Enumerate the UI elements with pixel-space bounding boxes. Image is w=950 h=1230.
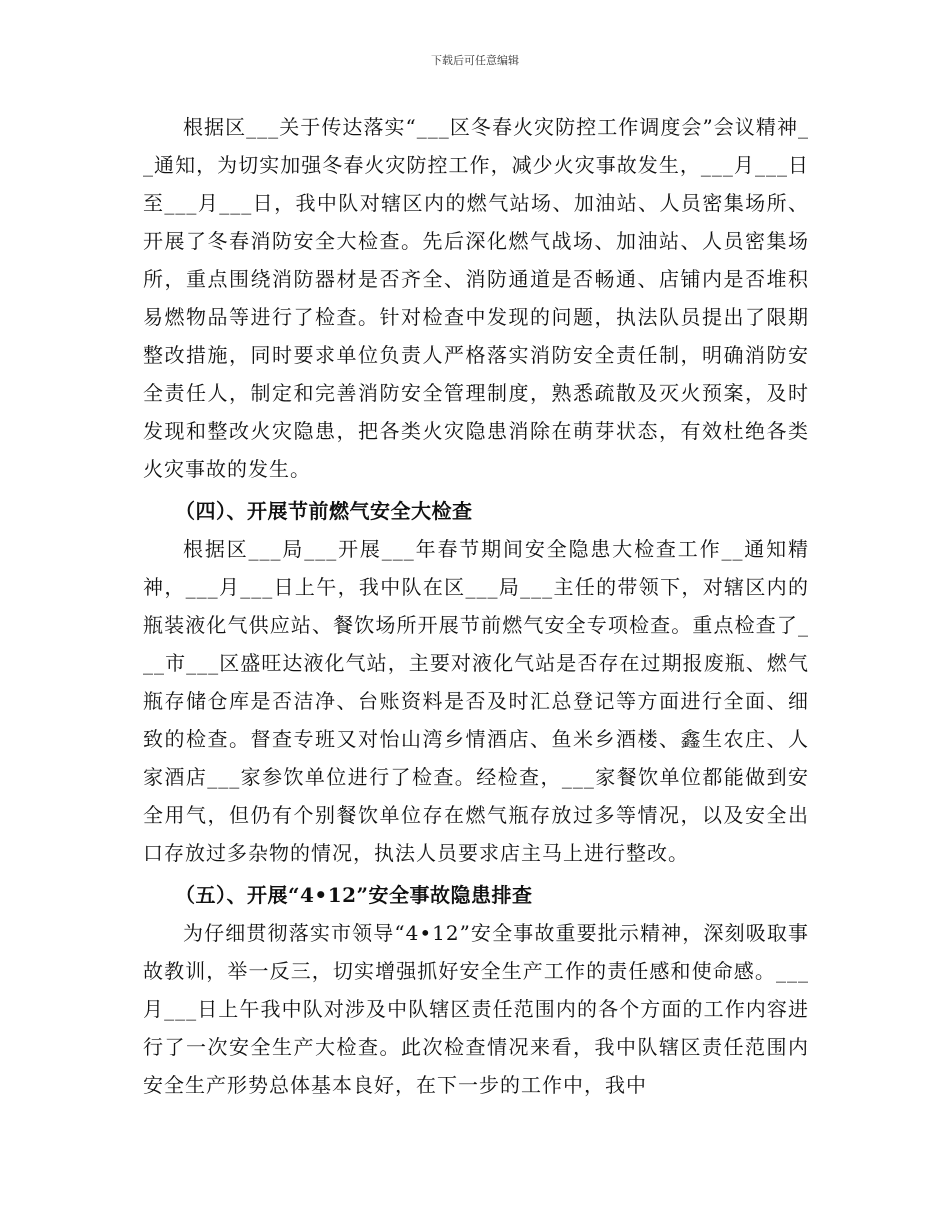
paragraph-accident-hazard-check: 为仔细贯彻落实市领导“4•12”安全事故重要批示精神，深刻吸取事故教训，举一反三，切实增强抓好安全生产工作的责任感和使命感。___月___日上午我中队对涉及中队辖区责任范围内的各个方面的工作内容进行了一次安全生产大检查。此次检查情况来看，我中队辖区责任范围内安全生产形势总体基本良好，在下一步的工作中，我中 (143, 921, 809, 1097)
document-body (143, 108, 809, 1104)
paragraph-gas-safety-inspection: 根据区___局___开展___年春节期间安全隐患大检查工作__通知精神，___月___日上午，我中队在区___局___主任的带领下，对辖区内的瓶装液化气供应站、餐饮场所开展节前燃气安全专项检查。重点检查了___市___区盛旺达液化气站，主要对液化气站是否存在过期报废瓶、燃气瓶存储仓库是否洁净、台账资料是否及时汇总登记等方面进行全面、细致的检查。督查专班又对怡山湾乡情酒店、鱼米乡酒楼、鑫生农庄、人家酒店___家参饮单位进行了检查。经检查，___家餐饮单位都能做到安全用气，但仍有个别餐饮单位存在燃气瓶存放过多等情况，以及安全出口存放过多杂物的情况，执法人员要求店主马上进行整改。 (143, 537, 809, 865)
paragraph-winter-fire-inspection: 根据区___关于传达落实“___区冬春火灾防控工作调度会”会议精神__通知，为切实加强冬春火灾防控工作，减少火灾事故发生，___月___日至___月___日，我中队对辖区内的燃气站场、加油站、人员密集场所、开展了冬春消防安全大检查。先后深化燃气战场、加油站、人员密集场所，重点围绕消防器材是否齐全、消防通道是否畅通、店铺内是否堆积易燃物品等进行了检查。针对检查中发现的问题，执法队员提出了限期整改措施，同时要求单位负责人严格落实消防安全责任制，明确消防安全责任人，制定和完善消防安全管理制度，熟悉疏散及灭火预案，及时发现和整改火灾隐患，把各类火灾隐患消除在萌芽状态，有效杜绝各类火灾事故的发生。 (143, 115, 809, 481)
page-header: 下载后可任意编辑 (431, 54, 519, 67)
heading-section-five: （五）、开展“4•12”安全事故隐患排查 (175, 883, 533, 907)
heading-section-four: （四）、开展节前燃气安全大检查 (175, 499, 473, 523)
